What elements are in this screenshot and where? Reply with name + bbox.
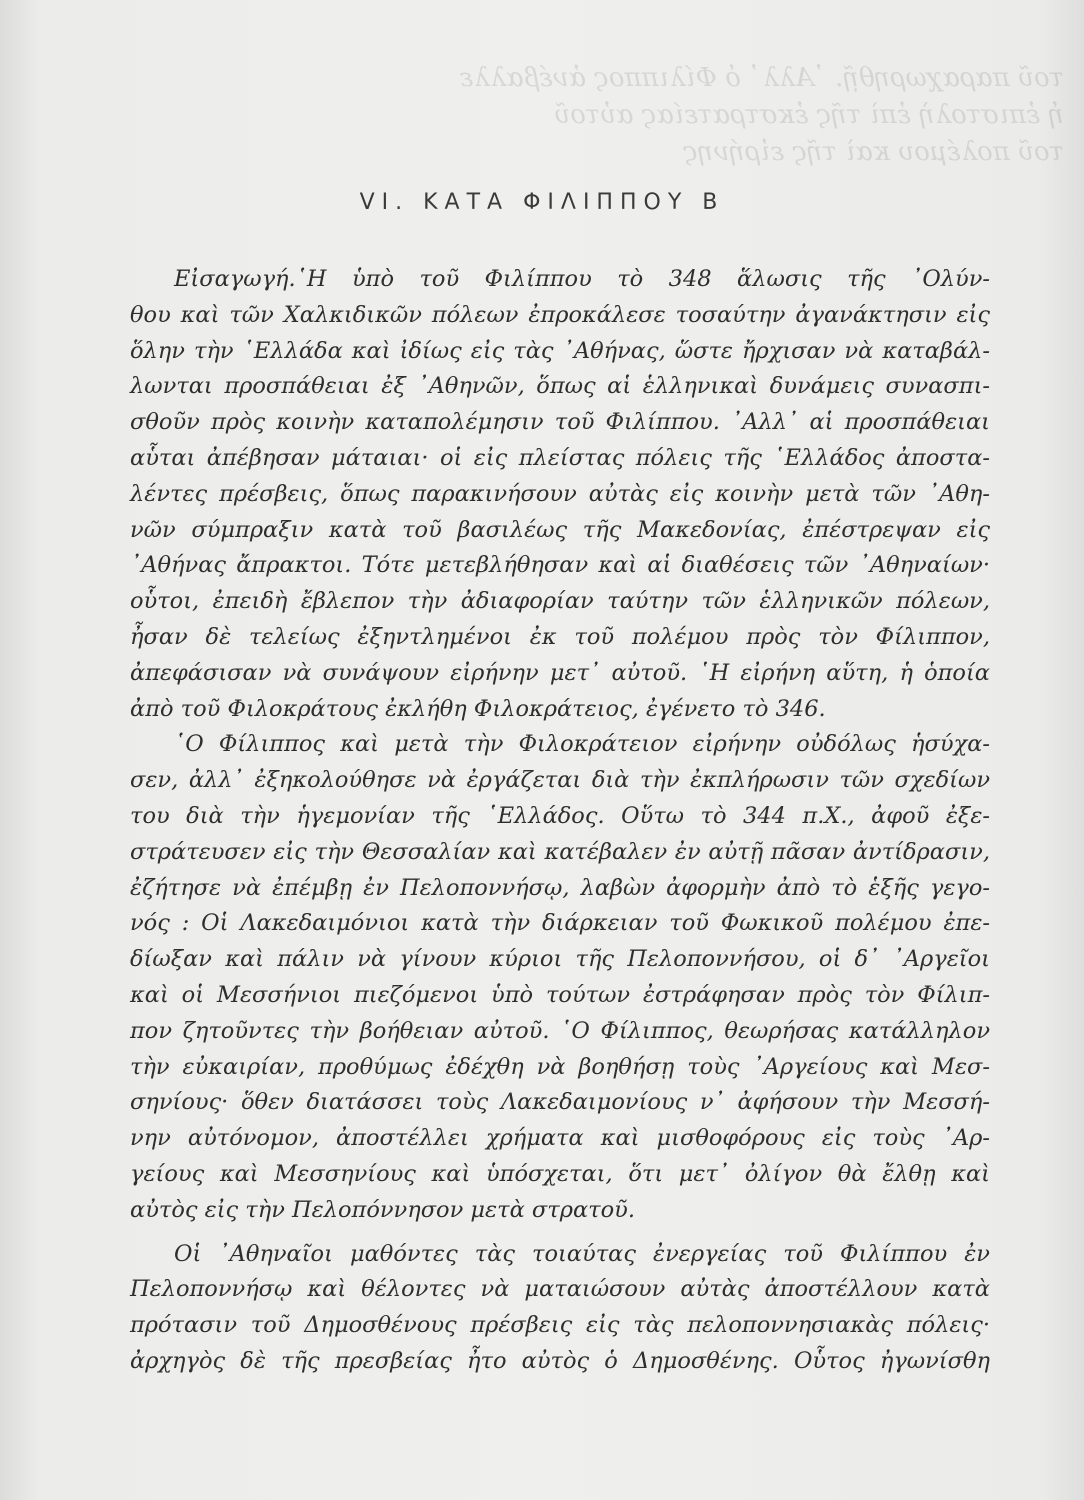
text-line: νός : Οἱ Λακεδαιμόνιοι κατὰ τὴν διάρκειαν τοῦ Φωκικοῦ πολέμου ἐπε- bbox=[130, 910, 990, 937]
text-line: τὴν εὐκαιρίαν, προθύμως ἐδέχθη νὰ βοηθήσῃ τοὺς ᾿Αργείους καὶ Μεσ- bbox=[130, 1053, 990, 1080]
text-line: ῾Ο Φίλιππος καὶ μετὰ τὴν Φιλοκράτειον εἰρήνην οὐδόλως ἡσύχα- bbox=[174, 731, 990, 758]
text-line: λέντες πρέσβεις, ὅπως παρακινήσουν αὐτὰς εἰς κοινὴν μετὰ τῶν ᾿Αθη- bbox=[130, 480, 990, 507]
text-line: καὶ οἱ Μεσσήνιοι πιεζόμενοι ὑπὸ τούτων ἐστράφησαν πρὸς τὸν Φίλιπ- bbox=[130, 981, 990, 1008]
text-line: ἀπὸ τοῦ Φιλοκράτους ἐκλήθη Φιλοκράτειος, ἐγένετο τὸ 346. bbox=[130, 695, 826, 722]
text-line: σθοῦν πρὸς κοινὴν καταπολέμησιν τοῦ Φιλίππου. ᾿Αλλ᾿ αἱ προσπάθειαι bbox=[130, 409, 990, 436]
text-line: ἀπεφάσισαν νὰ συνάψουν εἰρήνην μετ᾿ αὐτοῦ. ῾Η εἰρήνη αὕτη, ἡ ὁποία bbox=[130, 659, 990, 686]
text-line: αὐτὸς εἰς τὴν Πελοπόννησον μετὰ στρατοῦ. bbox=[130, 1196, 635, 1223]
text-line: στράτευσεν εἰς τὴν Θεσσαλίαν καὶ κατέβαλεν ἐν αὐτῇ πᾶσαν ἀντίδρασιν, bbox=[130, 838, 990, 865]
text-line: ἐζήτησε νὰ ἐπέμβῃ ἐν Πελοποννήσῳ, λαβὼν ἀφορμὴν ἀπὸ τὸ ἑξῆς γεγο- bbox=[130, 874, 990, 901]
bleed-through-text: τοῦ παραχωρηθῇ. ᾿Αλλ᾿ ὁ Φίλιππος ἀνέβαλλε ἡ ἐπιστολὴ ἐπὶ τῆς ἐκστρατείας αὐτοῦ τοῦ πολέμου καὶ τῆς εἰρήνης bbox=[459, 63, 1064, 167]
text-line: θου καὶ τῶν Χαλκιδικῶν πόλεων ἐπροκάλεσε τοσαύτην ἀγανάκτησιν εἰς bbox=[130, 301, 990, 328]
text-line: πρότασιν τοῦ Δημοσθένους πρέσβεις εἰς τὰς πελοποννησιακὰς πόλεις· bbox=[130, 1312, 990, 1339]
text-line: ὅλην τὴν ῾Ελλάδα καὶ ἰδίως εἰς τὰς ᾿Αθήνας, ὥστε ἤρχισαν νὰ καταβάλ- bbox=[130, 337, 990, 364]
text-line: του διὰ τὴν ἡγεμονίαν τῆς ῾Ελλάδος. Οὕτω τὸ 344 π.Χ., ἀφοῦ ἐξε- bbox=[130, 802, 990, 829]
text-line: Εἰσαγωγή.῾Η ὑπὸ τοῦ Φιλίππου τὸ 348 ἅλωσις τῆς ᾿Ολύν- bbox=[174, 266, 990, 292]
text-line: γείους καὶ Μεσσηνίους καὶ ὑπόσχεται, ὅτι μετ᾿ ὀλίγον θὰ ἔλθῃ καὶ bbox=[130, 1160, 990, 1187]
text-line: Οἱ ᾿Αθηναῖοι μαθόντες τὰς τοιαύτας ἐνεργείας τοῦ Φιλίππου ἐν bbox=[174, 1240, 990, 1267]
text-line: πον ζητοῦντες τὴν βοήθειαν αὐτοῦ. ῾Ο Φίλιππος, θεωρήσας κατάλληλον bbox=[130, 1017, 990, 1044]
text-line: νῶν σύμπραξιν κατὰ τοῦ βασιλέως τῆς Μακεδονίας, ἐπέστρεψαν εἰς bbox=[130, 516, 990, 543]
text-line: Πελοποννήσῳ καὶ θέλοντες νὰ ματαιώσουν αὐτὰς ἀποστέλλουν κατὰ bbox=[130, 1276, 990, 1303]
text-line: ᾿Αθήνας ἄπρακτοι. Τότε μετεβλήθησαν καὶ αἱ διαθέσεις τῶν ᾿Αθηναίων· bbox=[130, 552, 990, 579]
text-line: δίωξαν καὶ πάλιν νὰ γίνουν κύριοι τῆς Πελοποννήσου, οἱ δ᾿ ᾿Αργεῖοι bbox=[130, 946, 990, 973]
text-line: ἀρχηγὸς δὲ τῆς πρεσβείας ἦτο αὐτὸς ὁ Δημοσθένης. Οὗτος ἠγωνίσθη bbox=[130, 1347, 990, 1374]
text-line: αὗται ἀπέβησαν μάταιαι· οἱ εἰς πλείστας πόλεις τῆς ῾Ελλάδος ἀποστα- bbox=[130, 444, 990, 471]
text-line: σεν, ἀλλ᾿ ἐξηκολούθησε νὰ ἐργάζεται διὰ τὴν ἐκπλήρωσιν τῶν σχεδίων bbox=[130, 767, 990, 794]
text-line: νην αὐτόνομον, ἀποστέλλει χρήματα καὶ μισθοφόρους εἰς τοὺς ᾿Αρ- bbox=[130, 1125, 990, 1152]
text-line: οὗτοι, ἐπειδὴ ἔβλεπον τὴν ἀδιαφορίαν ταύτην τῶν ἑλληνικῶν πόλεων, bbox=[130, 588, 990, 615]
chapter-heading: VI. ΚΑΤΑ ΦΙΛΙΠΠΟΥ Β bbox=[359, 190, 725, 215]
text-line: λωνται προσπάθειαι ἐξ ᾿Αθηνῶν, ὅπως αἱ ἑλληνικαὶ δυνάμεις συνασπι- bbox=[130, 373, 990, 400]
text-line: ἦσαν δὲ τελείως ἐξηντλημένοι ἐκ τοῦ πολέμου πρὸς τὸν Φίλιππον, bbox=[130, 623, 990, 650]
text-line: σηνίους· ὅθεν διατάσσει τοὺς Λακεδαιμονίους ν᾿ ἀφήσουν τὴν Μεσσή- bbox=[130, 1089, 990, 1116]
body-text bbox=[130, 262, 990, 1380]
